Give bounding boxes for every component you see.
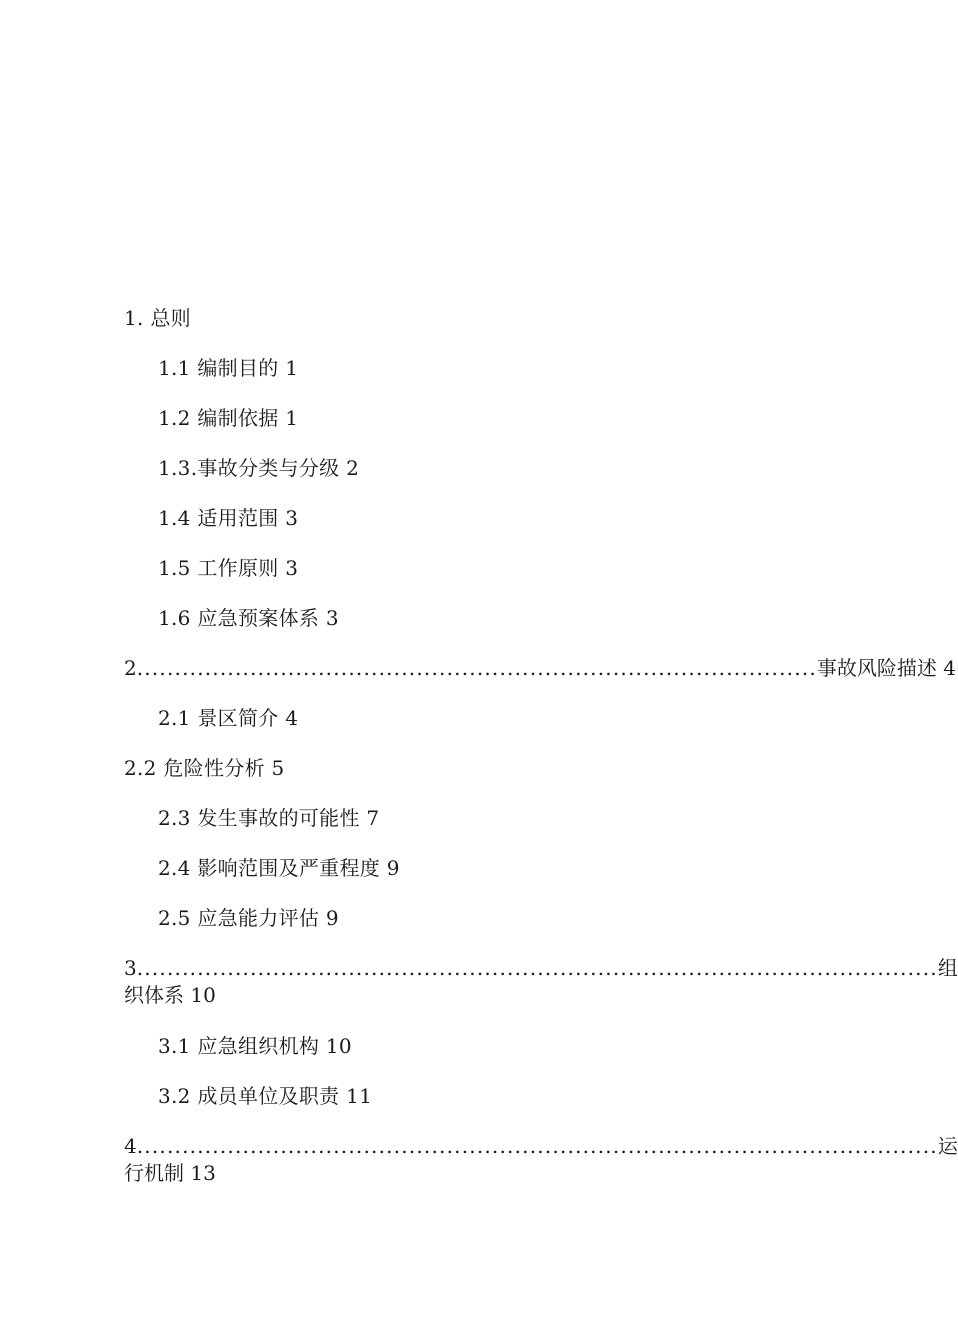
- toc-item-2-5: 2.5 应急能力评估 9: [158, 906, 339, 930]
- toc-heading-4-title-head: 运: [937, 1134, 958, 1158]
- dot-leader: ..........................................................................................................: [136, 1134, 938, 1158]
- toc-heading-2-title: 事故风险描述 4: [816, 656, 956, 680]
- toc-heading-4-title-rest: 行机制 13: [124, 1161, 216, 1185]
- toc-heading-4: [124, 1133, 958, 1159]
- toc-heading-2-number: 2: [124, 656, 137, 680]
- toc-item-2-2: 2.2 危险性分析 5: [124, 756, 285, 780]
- toc-item-1-5: 1.5 工作原则 3: [158, 556, 299, 580]
- toc-heading-3: [124, 955, 958, 981]
- toc-heading-2: [124, 655, 956, 681]
- toc-item-2-4: 2.4 影响范围及严重程度 9: [158, 856, 400, 880]
- toc-heading-3-title-rest: 织体系 10: [124, 983, 216, 1007]
- toc-item-1-2: 1.2 编制依据 1: [158, 406, 299, 430]
- dot-leader: ..........................................................................................: [136, 656, 817, 680]
- toc-item-2-1: 2.1 景区简介 4: [158, 706, 299, 730]
- toc-item-3-1: 3.1 应急组织机构 10: [158, 1034, 352, 1058]
- toc-item-1-6: 1.6 应急预案体系 3: [158, 606, 339, 630]
- toc-heading-3-title-head: 组: [937, 956, 958, 980]
- toc-item-3-2: 3.2 成员单位及职责 11: [158, 1084, 373, 1108]
- toc-item-1-1: 1.1 编制目的 1: [158, 356, 299, 380]
- toc-item-1-3: 1.3.事故分类与分级 2: [158, 456, 360, 480]
- toc-item-1-4: 1.4 适用范围 3: [158, 506, 299, 530]
- toc-heading-1: 1. 总则: [124, 306, 191, 330]
- toc-heading-3-number: 3: [124, 956, 137, 980]
- toc-item-2-3: 2.3 发生事故的可能性 7: [158, 806, 380, 830]
- dot-leader: ..........................................................................................................: [136, 956, 938, 980]
- toc-heading-4-number: 4: [124, 1134, 137, 1158]
